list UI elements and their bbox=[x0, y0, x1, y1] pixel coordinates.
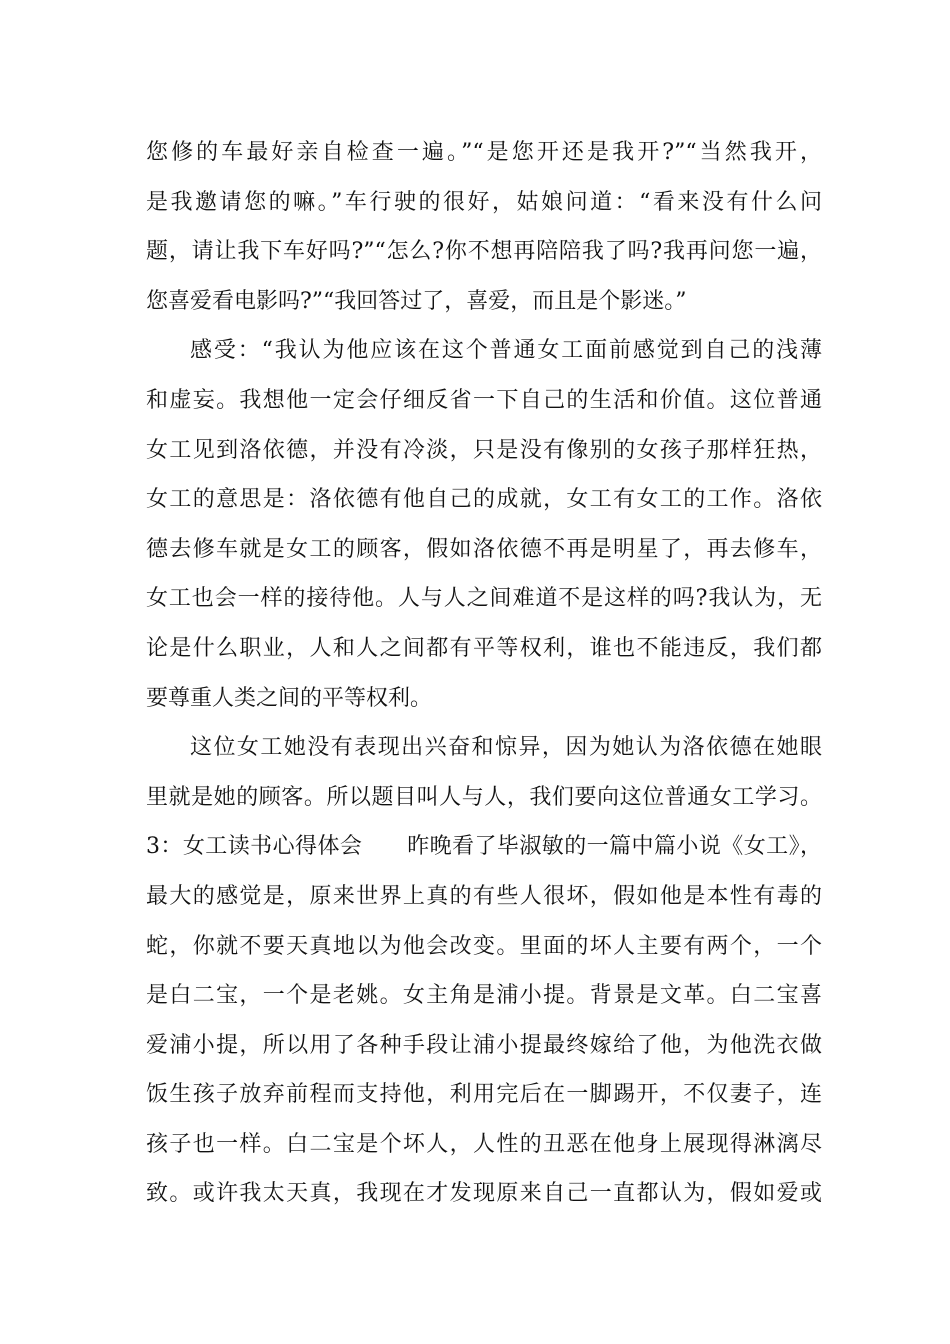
text-line: 您喜爱看电影吗?”“我回答过了，喜爱，而且是个影迷。” bbox=[146, 288, 687, 314]
text-line: 蛇，你就不要天真地以为他会改变。里面的坏人主要有两个，一个 bbox=[146, 933, 822, 959]
text-line: 和虚妄。我想他一定会仔细反省一下自己的生活和价值。这位普通 bbox=[146, 387, 822, 413]
text-line: 论是什么职业，人和人之间都有平等权利，谁也不能违反，我们都 bbox=[146, 635, 822, 661]
text-line: 致。或许我太天真，我现在才发现原来自己一直都认为，假如爱或 bbox=[146, 1181, 822, 1207]
text-line: 题，请让我下车好吗?”“怎么?你不想再陪陪我了吗?我再问您一遍， bbox=[146, 239, 822, 265]
text-line: 是白二宝，一个是老姚。女主角是浦小提。背景是文革。白二宝喜 bbox=[146, 983, 822, 1009]
body-text bbox=[146, 128, 822, 1219]
text-line: 爱浦小提，所以用了各种手段让浦小提最终嫁给了他，为他洗衣做 bbox=[146, 1032, 822, 1058]
text-line: 要尊重人类之间的平等权利。 bbox=[146, 685, 433, 711]
text-line: 您修的车最好亲自检查一遍。”“是您开还是我开?”“当然我开， bbox=[146, 140, 822, 165]
text-line: 孩子也一样。白二宝是个坏人，人性的丑恶在他身上展现得淋漓尽 bbox=[146, 1131, 822, 1157]
text-line: 饭生孩子放弃前程而支持他，利用完后在一脚踢开，不仅妻子，连 bbox=[146, 1082, 822, 1108]
text-line: 这位女工她没有表现出兴奋和惊异，因为她认为洛依德在她眼 bbox=[190, 735, 822, 761]
text-line: 女工的意思是：洛依德有他自己的成就，女工有女工的工作。洛依 bbox=[146, 487, 822, 513]
text-line: 女工也会一样的接待他。人与人之间难道不是这样的吗?我认为，无 bbox=[146, 586, 822, 612]
text-line: 德去修车就是女工的顾客，假如洛依德不再是明星了，再去修车， bbox=[146, 536, 822, 562]
text-line: 感受：“我认为他应该在这个普通女工面前感觉到自己的浅薄 bbox=[190, 338, 822, 364]
text-line: 女工见到洛依德，并没有冷淡，只是没有像别的女孩子那样狂热， bbox=[146, 437, 822, 463]
text-line: 里就是她的顾客。所以题目叫人与人，我们要向这位普通女工学习。 bbox=[146, 784, 822, 810]
text-line: 是我邀请您的嘛。”车行驶的很好，姑娘问道：“看来没有什么问 bbox=[146, 189, 822, 215]
text-line: 3：女工读书心得体会 昨晚看了毕淑敏的一篇中篇小说《女工》， bbox=[146, 834, 822, 860]
text-line: 最大的感觉是，原来世界上真的有些人很坏，假如他是本性有毒的 bbox=[146, 883, 822, 909]
